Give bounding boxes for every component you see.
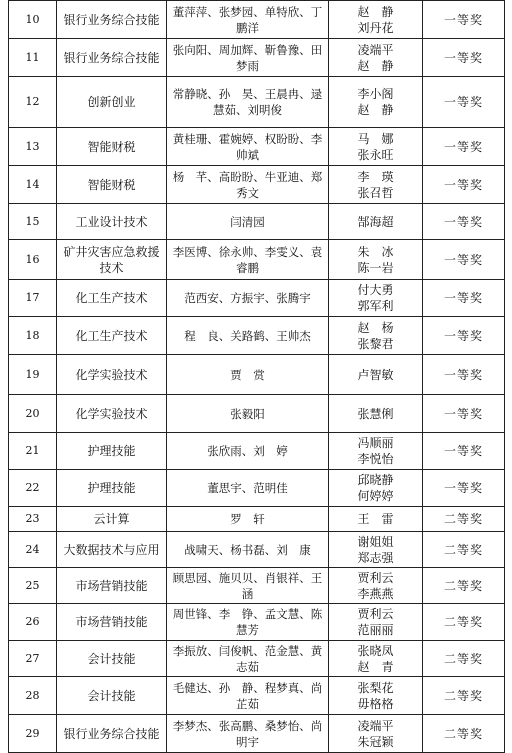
row-number: 17 <box>9 280 57 317</box>
teacher-names <box>329 204 423 240</box>
teacher-names <box>329 166 423 204</box>
event-name: 银行业务综合技能 <box>57 39 167 77</box>
award-level: 二等奖 <box>423 715 505 753</box>
table-row <box>9 1 505 39</box>
teacher-name: 李悦怡 <box>357 452 394 466</box>
award-level: 二等奖 <box>423 677 505 715</box>
table-row <box>9 280 505 317</box>
teacher-name: 贾利云 <box>357 570 394 585</box>
award-level: 一等奖 <box>423 39 505 77</box>
teacher-name: 谢姐姐 <box>357 534 394 549</box>
student-names: 张欣雨、刘 婷 <box>167 433 329 470</box>
table-row <box>9 604 505 641</box>
award-level: 一等奖 <box>423 240 505 280</box>
row-number: 18 <box>9 317 57 355</box>
teacher-name: 冯顺丽 <box>357 436 394 450</box>
teacher-names <box>329 1 423 39</box>
row-number: 28 <box>9 677 57 715</box>
row-number: 16 <box>9 240 57 280</box>
table-row <box>9 166 505 204</box>
row-number: 27 <box>9 641 57 677</box>
award-level: 一等奖 <box>423 395 505 433</box>
award-table-body <box>9 1 505 753</box>
event-name: 智能财税 <box>57 166 167 204</box>
event-name: 创新创业 <box>57 77 167 128</box>
student-names: 闫清园 <box>167 204 329 240</box>
student-names: 李梦杰、张高鹏、桑梦怡、尚明宇 <box>167 715 329 753</box>
row-number: 29 <box>9 715 57 753</box>
student-names: 黄桂珊、霍婉婷、权盼盼、李帅斌 <box>167 128 329 166</box>
award-level: 一等奖 <box>423 355 505 395</box>
teacher-name: 马 娜 <box>357 131 394 146</box>
event-name: 市场营销技能 <box>57 568 167 604</box>
row-number: 23 <box>9 507 57 532</box>
table-row <box>9 204 505 240</box>
row-number: 11 <box>9 39 57 77</box>
table-row <box>9 395 505 433</box>
teacher-names <box>329 604 423 641</box>
table-row <box>9 470 505 507</box>
event-name: 工业设计技术 <box>57 204 167 240</box>
student-names: 李振放、闫俊帆、范金慧、黄志茹 <box>167 641 329 677</box>
teacher-name: 李小阁 <box>357 87 394 101</box>
table-row <box>9 568 505 604</box>
row-number: 26 <box>9 604 57 641</box>
student-names: 顾思园、施贝贝、肖银祥、王 涵 <box>167 568 329 604</box>
table-row <box>9 532 505 568</box>
row-number: 20 <box>9 395 57 433</box>
teacher-names <box>329 532 423 568</box>
teacher-name: 郑志强 <box>357 550 394 565</box>
teacher-names <box>329 433 423 470</box>
award-level: 一等奖 <box>423 204 505 240</box>
teacher-name: 朱冠颖 <box>357 734 394 749</box>
teacher-name: 贾利云 <box>357 607 394 621</box>
row-number: 10 <box>9 1 57 39</box>
table-row <box>9 433 505 470</box>
teacher-name: 李 瑛 <box>357 169 394 184</box>
event-name: 大数据技术与应用 <box>57 532 167 568</box>
award-level: 一等奖 <box>423 166 505 204</box>
table-row <box>9 39 505 77</box>
teacher-name: 郜海超 <box>357 214 394 229</box>
teacher-names <box>329 39 423 77</box>
student-names: 程 良、关路鹤、王帅杰 <box>167 317 329 355</box>
teacher-name: 张黎君 <box>357 336 394 351</box>
teacher-names <box>329 280 423 317</box>
event-name: 智能财税 <box>57 128 167 166</box>
teacher-name: 赵 静 <box>357 103 394 117</box>
teacher-name: 赵 青 <box>357 659 394 674</box>
teacher-name: 朱 冰 <box>357 244 394 259</box>
award-level: 一等奖 <box>423 470 505 507</box>
event-name: 银行业务综合技能 <box>57 715 167 753</box>
student-names: 董萍萍、张梦园、单特欣、丁鹏洋 <box>167 1 329 39</box>
teacher-names <box>329 715 423 753</box>
teacher-name: 凌端平 <box>357 42 394 57</box>
row-number: 15 <box>9 204 57 240</box>
student-names: 董思宇、范明佳 <box>167 470 329 507</box>
teacher-name: 王 雷 <box>357 512 394 526</box>
student-names: 杨 芊、高盼盼、牛亚迪、郑秀文 <box>167 166 329 204</box>
teacher-name: 何婷婷 <box>357 489 394 503</box>
event-name: 护理技能 <box>57 433 167 470</box>
teacher-names <box>329 77 423 128</box>
row-number: 22 <box>9 470 57 507</box>
event-name: 化学实验技术 <box>57 355 167 395</box>
student-names: 贾 赏 <box>167 355 329 395</box>
table-row <box>9 128 505 166</box>
teacher-name: 李燕燕 <box>357 586 394 601</box>
award-level: 二等奖 <box>423 604 505 641</box>
teacher-name: 卢智敏 <box>357 367 394 382</box>
teacher-name: 赵 静 <box>357 4 394 19</box>
teacher-name: 张永旺 <box>357 147 394 162</box>
table-row <box>9 677 505 715</box>
award-level: 二等奖 <box>423 641 505 677</box>
award-level: 一等奖 <box>423 1 505 39</box>
teacher-names <box>329 395 423 433</box>
teacher-names <box>329 641 423 677</box>
teacher-names <box>329 568 423 604</box>
award-level: 二等奖 <box>423 568 505 604</box>
table-row <box>9 317 505 355</box>
event-name: 会计技能 <box>57 677 167 715</box>
award-level: 一等奖 <box>423 317 505 355</box>
teacher-name: 刘丹花 <box>357 20 394 35</box>
teacher-name: 张慧俐 <box>357 406 394 421</box>
table-row <box>9 507 505 532</box>
teacher-names <box>329 355 423 395</box>
student-names: 周世锋、李 铮、孟文慧、陈慧芳 <box>167 604 329 641</box>
table-row <box>9 240 505 280</box>
teacher-name: 张晓凤 <box>357 643 394 658</box>
teacher-name: 陈一岩 <box>357 260 394 275</box>
event-name: 矿井灾害应急救援技术 <box>57 240 167 280</box>
event-name: 化学实验技术 <box>57 395 167 433</box>
row-number: 24 <box>9 532 57 568</box>
teacher-name: 张梨花 <box>357 680 394 695</box>
student-names: 毛健达、孙 静、程梦真、尚芷茹 <box>167 677 329 715</box>
event-name: 护理技能 <box>57 470 167 507</box>
teacher-names <box>329 240 423 280</box>
award-table <box>8 0 505 753</box>
teacher-name: 范丽丽 <box>357 623 394 637</box>
table-row <box>9 641 505 677</box>
row-number: 19 <box>9 355 57 395</box>
award-level: 一等奖 <box>423 128 505 166</box>
event-name: 化工生产技术 <box>57 317 167 355</box>
table-row <box>9 715 505 753</box>
row-number: 13 <box>9 128 57 166</box>
teacher-name: 张召哲 <box>357 185 394 200</box>
event-name: 市场营销技能 <box>57 604 167 641</box>
teacher-name: 毋格格 <box>357 696 394 711</box>
teacher-names <box>329 128 423 166</box>
student-names: 张毅阳 <box>167 395 329 433</box>
student-names: 张向阳、周加辉、靳鲁豫、田梦雨 <box>167 39 329 77</box>
table-row <box>9 355 505 395</box>
row-number: 12 <box>9 77 57 128</box>
teacher-names <box>329 317 423 355</box>
award-level: 一等奖 <box>423 433 505 470</box>
event-name: 会计技能 <box>57 641 167 677</box>
teacher-name: 赵 静 <box>357 58 394 73</box>
teacher-names <box>329 677 423 715</box>
teacher-name: 邱晓静 <box>357 473 394 487</box>
student-names: 常静晓、孙 昊、王晨冉、逯慧茹、刘明俊 <box>167 77 329 128</box>
table-row <box>9 77 505 128</box>
event-name: 云计算 <box>57 507 167 532</box>
teacher-names <box>329 470 423 507</box>
award-level: 一等奖 <box>423 77 505 128</box>
teacher-name: 付大勇 <box>357 283 394 297</box>
student-names: 罗 轩 <box>167 507 329 532</box>
row-number: 25 <box>9 568 57 604</box>
award-level: 一等奖 <box>423 280 505 317</box>
student-names: 范西安、方振宇、张腾宇 <box>167 280 329 317</box>
event-name: 化工生产技术 <box>57 280 167 317</box>
teacher-name: 凌端平 <box>357 718 394 733</box>
teacher-names <box>329 507 423 532</box>
student-names: 战啸天、杨书磊、刘 康 <box>167 532 329 568</box>
teacher-name: 赵 杨 <box>357 320 394 335</box>
teacher-name: 郭军利 <box>357 299 394 313</box>
award-level: 二等奖 <box>423 532 505 568</box>
row-number: 21 <box>9 433 57 470</box>
event-name: 银行业务综合技能 <box>57 1 167 39</box>
row-number: 14 <box>9 166 57 204</box>
student-names: 李医博、徐永帅、李雯义、袁睿鹏 <box>167 240 329 280</box>
award-level: 二等奖 <box>423 507 505 532</box>
